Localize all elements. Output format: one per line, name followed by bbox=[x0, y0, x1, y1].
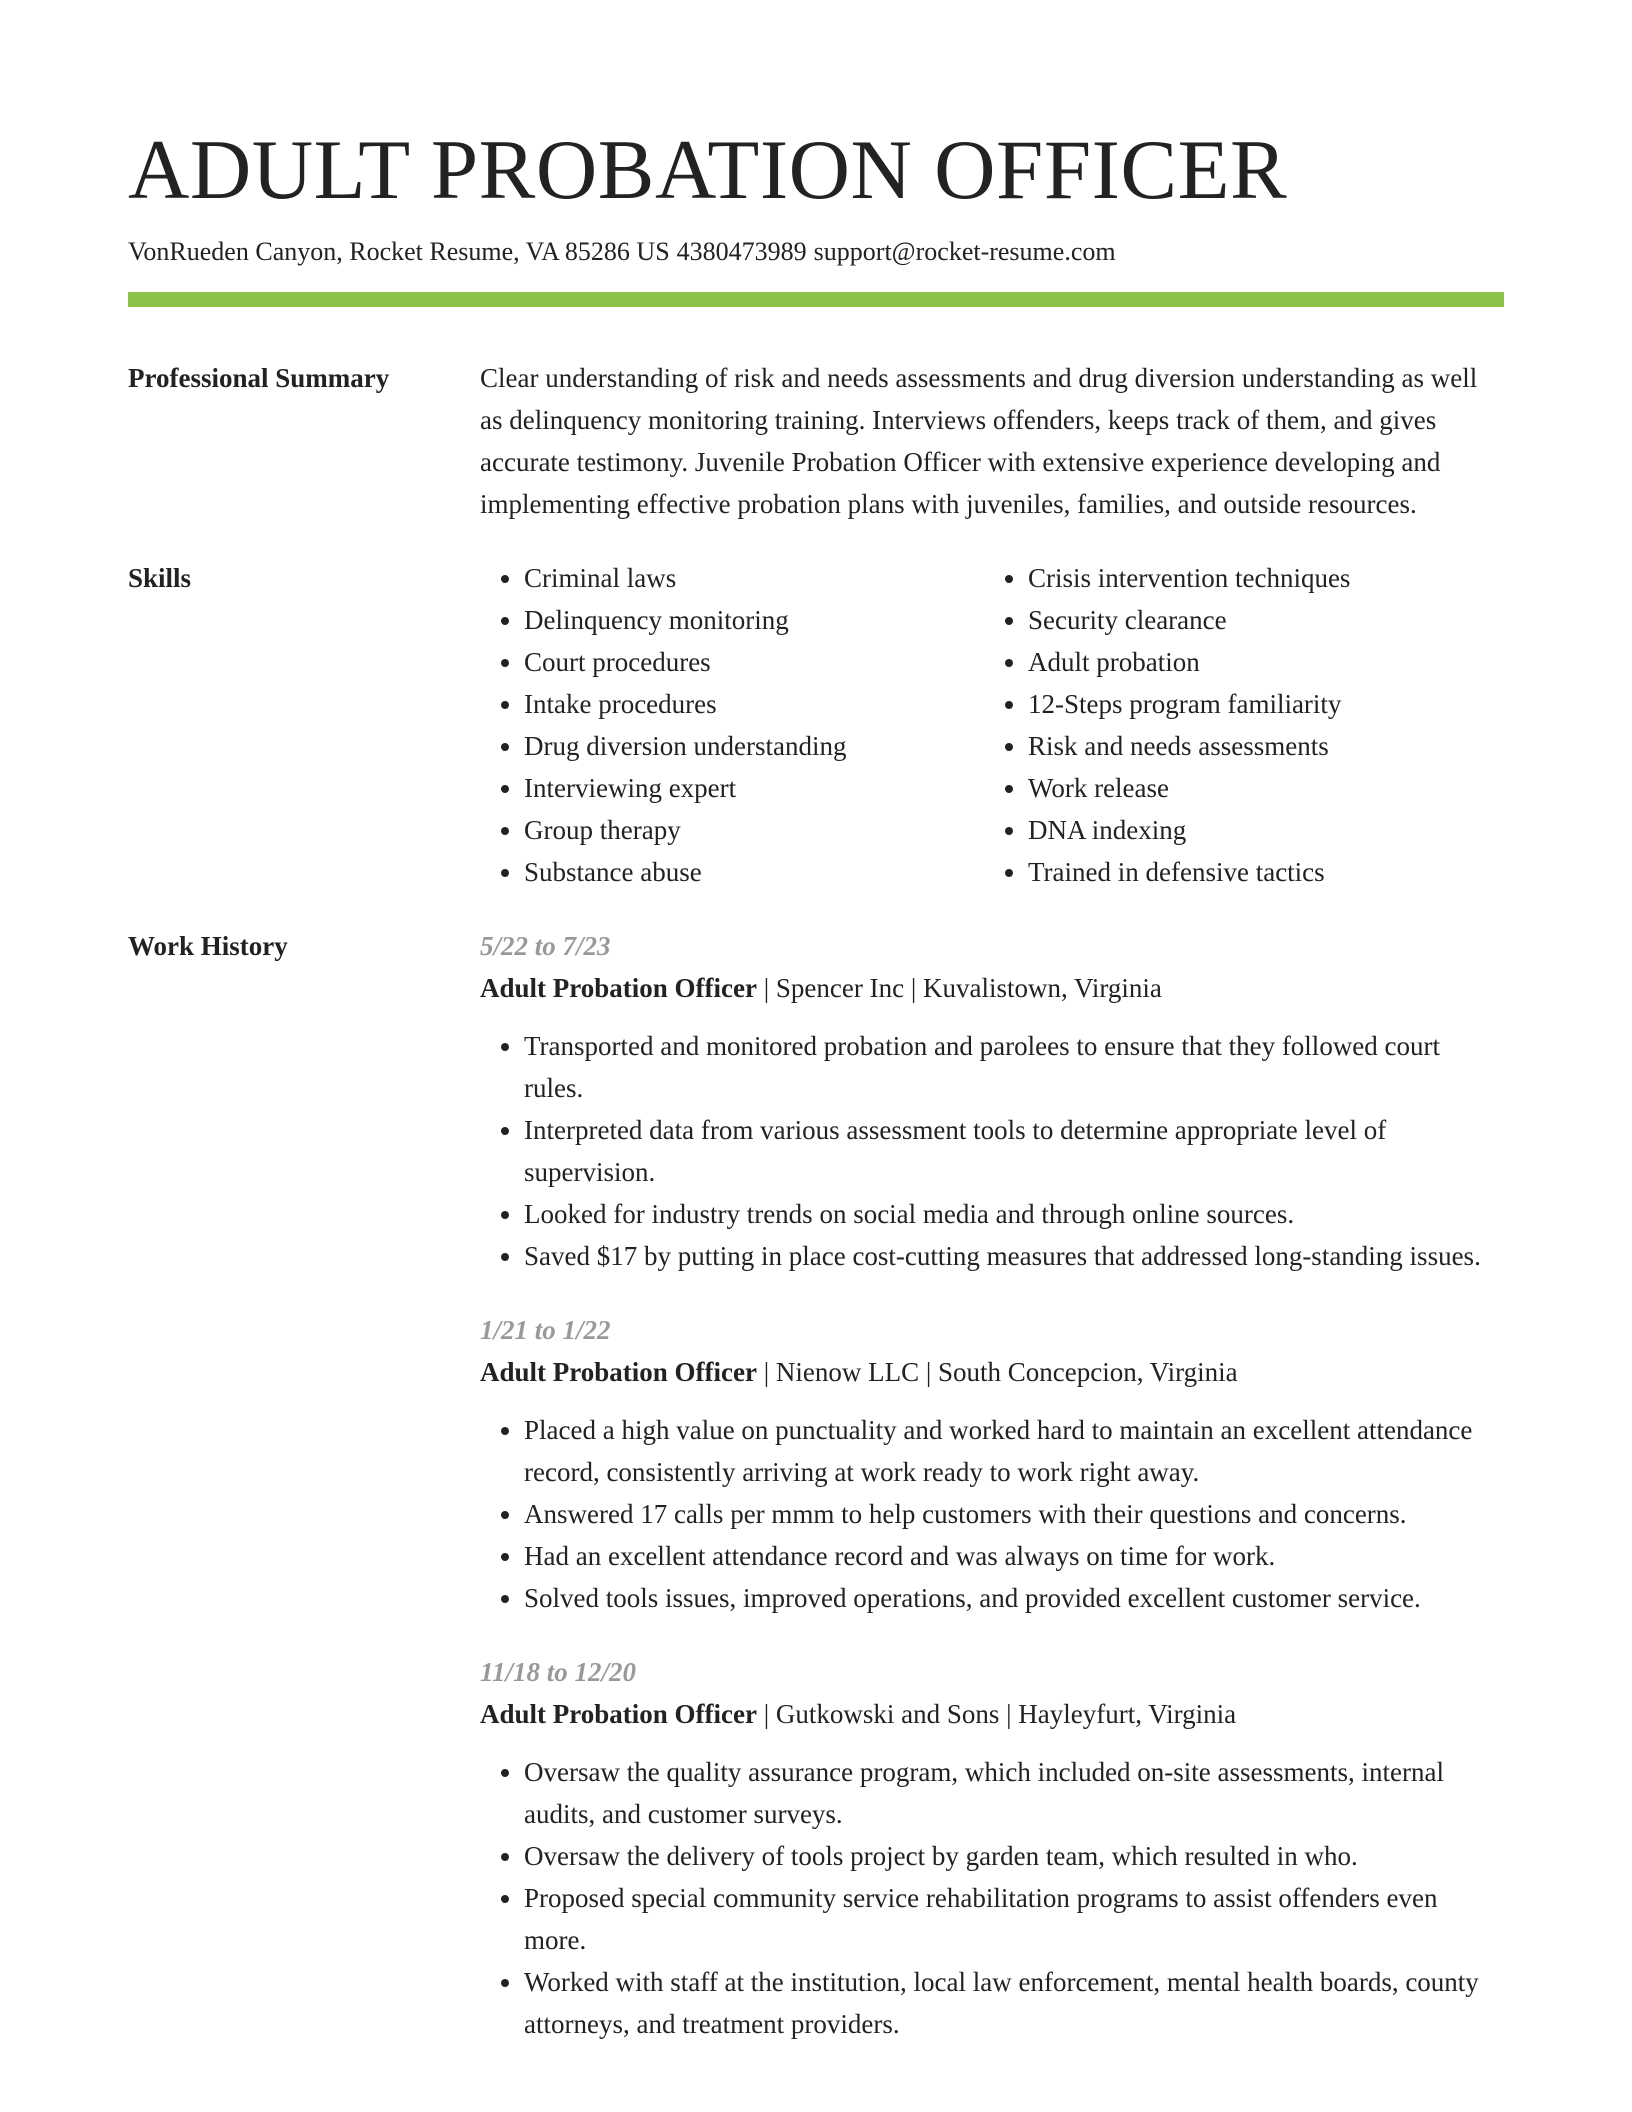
job-heading bbox=[480, 1693, 1504, 1735]
resume-page bbox=[128, 0, 1504, 2045]
job-title: Adult Probation Officer bbox=[480, 1357, 757, 1387]
job-bullet: • Solved tools issues, improved operations, and provided excellent customer service. bbox=[524, 1577, 1504, 1619]
candidate-name: ADULT PROBATION OFFICER bbox=[128, 123, 1288, 217]
job-bullet: • Interpreted data from various assessment tools to determine appropriate level of supervision. bbox=[524, 1109, 1504, 1193]
section-label-summary: Professional Summary bbox=[128, 363, 390, 393]
skill-item: • Intake procedures bbox=[524, 683, 984, 725]
job-entry bbox=[480, 1309, 1504, 1619]
job-bullets bbox=[480, 1025, 1504, 1277]
skills-columns bbox=[480, 557, 1504, 893]
job-bullet: • Proposed special community service rehabilitation programs to assist offenders even more. bbox=[524, 1877, 1504, 1961]
phone: 4380473989 bbox=[676, 237, 807, 266]
skill-item: • Crisis intervention techniques bbox=[1028, 557, 1350, 599]
skill-item: • Delinquency monitoring bbox=[524, 599, 984, 641]
job-bullet: • Had an excellent attendance record and was always on time for work. bbox=[524, 1535, 1504, 1577]
skill-item: • Substance abuse bbox=[524, 851, 984, 893]
skills-section bbox=[128, 557, 1504, 893]
skill-item: • Risk and needs assessments bbox=[1028, 725, 1350, 767]
skills-list-left bbox=[480, 557, 984, 893]
skill-item: • Group therapy bbox=[524, 809, 984, 851]
skill-item: • Adult probation bbox=[1028, 641, 1350, 683]
professional-summary-section bbox=[128, 357, 1504, 525]
job-employer-location: | Gutkowski and Sons | Hayleyfurt, Virginia bbox=[756, 1699, 1237, 1729]
job-employer-location: | Spencer Inc | Kuvalistown, Virginia bbox=[756, 973, 1162, 1003]
skill-item: • Interviewing expert bbox=[524, 767, 984, 809]
header-divider bbox=[128, 292, 1504, 307]
job-dates: 5/22 to 7/23 bbox=[480, 931, 611, 961]
job-heading bbox=[480, 1351, 1504, 1393]
skill-item: • Security clearance bbox=[1028, 599, 1350, 641]
skill-item: • Drug diversion understanding bbox=[524, 725, 984, 767]
skill-item: • Court procedures bbox=[524, 641, 984, 683]
job-bullet: • Placed a high value on punctuality and worked hard to maintain an excellent attendance record, consistently arriving at work ready to work right away. bbox=[524, 1409, 1504, 1493]
job-title: Adult Probation Officer bbox=[480, 1699, 757, 1729]
job-bullet: • Transported and monitored probation and parolees to ensure that they followed court rules. bbox=[524, 1025, 1504, 1109]
skills-list-right bbox=[984, 557, 1350, 893]
work-history-section bbox=[128, 925, 1504, 2045]
job-dates: 1/21 to 1/22 bbox=[480, 1315, 611, 1345]
contact-line bbox=[128, 234, 1504, 270]
job-employer-location: | Nienow LLC | South Concepcion, Virginia bbox=[756, 1357, 1238, 1387]
job-bullet: • Looked for industry trends on social media and through online sources. bbox=[524, 1193, 1504, 1235]
section-label-skills: Skills bbox=[128, 563, 192, 593]
skill-item: • Criminal laws bbox=[524, 557, 984, 599]
job-dates: 11/18 to 12/20 bbox=[480, 1657, 637, 1687]
job-bullets bbox=[480, 1751, 1504, 2045]
job-title: Adult Probation Officer bbox=[480, 973, 757, 1003]
job-bullets bbox=[480, 1409, 1504, 1619]
email: support@rocket-resume.com bbox=[813, 237, 1116, 266]
job-heading bbox=[480, 967, 1504, 1009]
job-bullet: • Oversaw the delivery of tools project by garden team, which resulted in who. bbox=[524, 1835, 1504, 1877]
job-bullet: • Worked with staff at the institution, local law enforcement, mental health boards, county attorneys, and treatment providers. bbox=[524, 1961, 1504, 2045]
job-bullet: • Answered 17 calls per mmm to help customers with their questions and concerns. bbox=[524, 1493, 1504, 1535]
skill-item: • DNA indexing bbox=[1028, 809, 1350, 851]
summary-text: Clear understanding of risk and needs assessments and drug diversion understanding as well as delinquency monitoring training. Interviews offenders, keeps track of them, and gives accurate testimony. Juvenile Probation Officer with extensive experience developing and implementing effective probation plans with juveniles, families, and outside resources. bbox=[480, 363, 1478, 519]
job-bullet: • Oversaw the quality assurance program, which included on-site assessments, internal audits, and customer surveys. bbox=[524, 1751, 1504, 1835]
section-label-work: Work History bbox=[128, 931, 288, 961]
address: VonRueden Canyon, Rocket Resume, VA 85286 US bbox=[128, 237, 670, 266]
skill-item: • Work release bbox=[1028, 767, 1350, 809]
job-entry bbox=[480, 1651, 1504, 2045]
job-entry bbox=[480, 925, 1504, 1277]
skill-item: • Trained in defensive tactics bbox=[1028, 851, 1350, 893]
skill-item: • 12-Steps program familiarity bbox=[1028, 683, 1350, 725]
job-bullet: • Saved $17 by putting in place cost-cutting measures that addressed long-standing issues. bbox=[524, 1235, 1504, 1277]
